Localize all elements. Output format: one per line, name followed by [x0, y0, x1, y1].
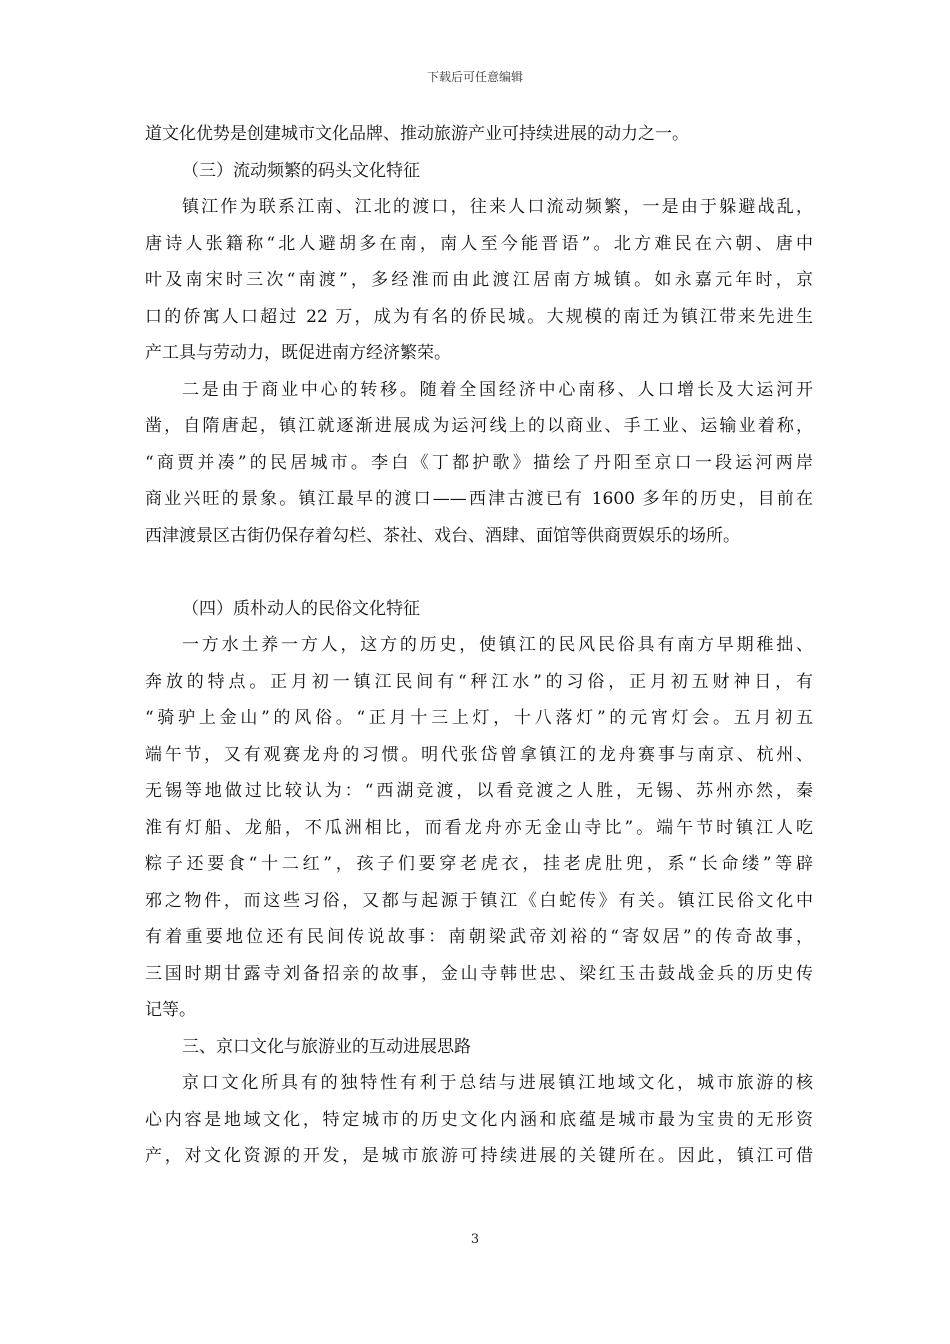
text-line: 心内容是地域文化，特定城市的历史文化内涵和底蕴是城市最为宝贵的无形资: [145, 1109, 813, 1130]
text-line: 有着重要地位还有民间传说故事：南朝梁武帝刘裕的“寄奴居”的传奇故事，: [145, 927, 813, 947]
text-line: 无锡等地做过比较认为：“西湖竞渡，以看竞渡之人胜，无锡、苏州亦然，秦: [145, 781, 813, 801]
text-line: 京口文化所具有的独特性有利于总结与进展镇江地域文化，城市旅游的核: [182, 1073, 813, 1093]
text-line: 奔放的特点。正月初一镇江民间有“秤江水”的习俗，正月初五财神日，有: [145, 671, 813, 692]
page-header: 下载后可任意编辑: [426, 70, 523, 84]
text-line: “商贾并凑”的民居城市。李白《丁都护歌》描绘了丹阳至京口一段运河两岸: [145, 452, 813, 473]
document-body: [145, 116, 813, 1175]
text-line: 产工具与劳动力，既促进南方经济繁荣。: [145, 343, 451, 363]
text-line: 西津渡景区古街仍保存着勾栏、茶社、戏台、酒肆、面馆等供商贾娱乐的场所。: [145, 525, 740, 546]
text-line: 邪之物件，而这些习俗，又都与起源于镇江《白蛇传》有关。镇江民俗文化中: [145, 890, 813, 911]
text-line: 凿，自隋唐起，镇江就逐渐进展成为运河线上的以商业、手工业、运输业着称，: [145, 416, 813, 436]
text-line: 口的侨寓人口超过 22 万，成为有名的侨民城。大规模的南迁为镇江带来先进生: [145, 306, 813, 327]
section-heading: （四）质朴动人的民俗文化特征: [182, 598, 420, 619]
text-line: 商业兴旺的景象。镇江最早的渡口——西津古渡已有 1600 多年的历史，目前在: [145, 489, 813, 509]
text-line: 叶及南宋时三次“南渡”，多经淮而由此渡江居南方城镇。如永嘉元年时，京: [145, 270, 813, 290]
blank-line: [145, 554, 813, 591]
text-line: 淮有灯船、龙船，不瓜洲相比，而看龙舟亦无金山寺比”。端午节时镇江人吃: [145, 817, 813, 838]
text-line: 镇江作为联系江南、江北的渡口，往来人口流动频繁，一是由于躲避战乱，: [182, 197, 813, 217]
text-line: 二是由于商业中心的转移。随着全国经济中心南移、人口增长及大运河开: [182, 379, 813, 400]
section-heading: 三、京口文化与旅游业的互动进展思路: [182, 1036, 471, 1057]
text-line: 道文化优势是创建城市文化品牌、推动旅游产业可持续进展的动力之一。: [145, 124, 689, 144]
text-line: 端午节，又有观赛龙舟的习惯。明代张岱曾拿镇江的龙舟赛事与南京、杭州、: [145, 744, 813, 765]
text-line: 一方水土养一方人，这方的历史，使镇江的民风民俗具有南方早期稚拙、: [182, 635, 813, 655]
text-line: 产，对文化资源的开发，是城市旅游可持续进展的关键所在。因此，镇江可借: [145, 1146, 813, 1166]
section-heading: （三）流动频繁的码头文化特征: [182, 160, 420, 181]
page-number: 3: [470, 1232, 480, 1247]
text-line: “骑驴上金山”的风俗。“正月十三上灯，十八落灯”的元宵灯会。五月初五: [145, 708, 813, 728]
text-line: 记等。: [145, 1000, 196, 1020]
text-line: 唐诗人张籍称“北人避胡多在南，南人至今能晋语”。北方难民在六朝、唐中: [145, 233, 813, 254]
text-line: 三国时期甘露寺刘备招亲的故事，金山寺韩世忠、梁红玉击鼓战金兵的历史传: [145, 963, 813, 984]
text-line: 粽子还要食“十二红”，孩子们要穿老虎衣，挂老虎肚兜，系“长命缕”等辟: [145, 854, 813, 874]
